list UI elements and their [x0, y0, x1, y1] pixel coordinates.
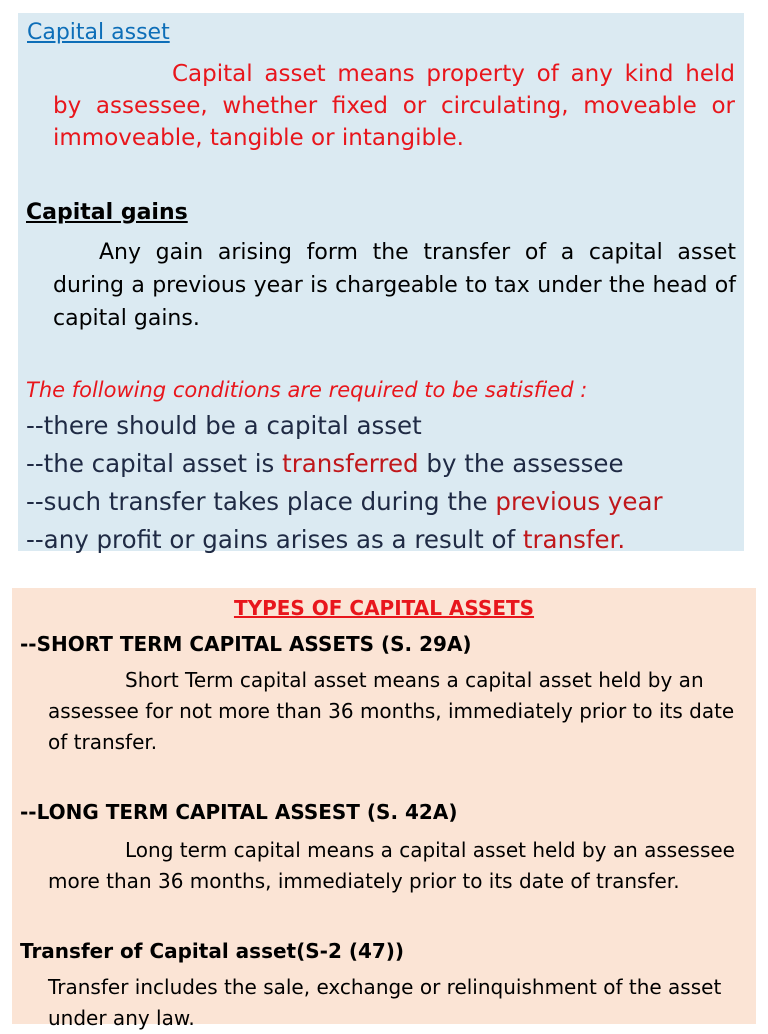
- condition-item: [26, 449, 624, 478]
- short-term-body: Short Term capital asset means a capital asset held by an assessee for not more than 36 months, immediately prior to its date of transfer.: [48, 668, 735, 754]
- condition-item: [26, 487, 663, 516]
- capital-gains-definition: Any gain arising form the transfer of a capital asset during a previous year is chargeable to tax under the head of capital gains.: [53, 240, 736, 331]
- condition-text: by the assessee: [418, 449, 624, 478]
- condition-highlight: transfer.: [522, 525, 626, 554]
- types-title: TYPES OF CAPITAL ASSETS: [233, 596, 535, 620]
- long-term-body: Long term capital means a capital asset held by an assessee more than 36 months, immediately prior to its date of transfer.: [48, 838, 735, 893]
- short-term-heading: --SHORT TERM CAPITAL ASSETS (S. 29A): [20, 632, 472, 656]
- capital-asset-heading: Capital asset: [27, 20, 170, 45]
- condition-item: [26, 525, 625, 554]
- condition-text: --such transfer takes place during the: [26, 487, 496, 516]
- conditions-intro: The following conditions are required to be satisfied :: [26, 378, 588, 402]
- condition-highlight: transferred: [282, 449, 419, 478]
- condition-text: --the capital asset is: [26, 449, 283, 478]
- condition-text: --there should be a capital asset: [26, 411, 422, 440]
- transfer-heading: Transfer of Capital asset(S-2 (47)): [20, 939, 405, 963]
- capital-asset-definition: Capital asset means property of any kind held by assessee, whether fixed or circulating, moveable or immoveable, tangible or intangible.: [53, 61, 735, 151]
- condition-item: [26, 411, 422, 440]
- condition-highlight: previous year: [495, 487, 663, 516]
- transfer-body: Transfer includes the sale, exchange or relinquishment of the asset under any law.: [48, 975, 722, 1030]
- capital-gains-heading: Capital gains: [26, 200, 188, 225]
- long-term-heading: --LONG TERM CAPITAL ASSEST (S. 42A): [20, 800, 458, 824]
- condition-text: --any profit or gains arises as a result of: [26, 525, 523, 554]
